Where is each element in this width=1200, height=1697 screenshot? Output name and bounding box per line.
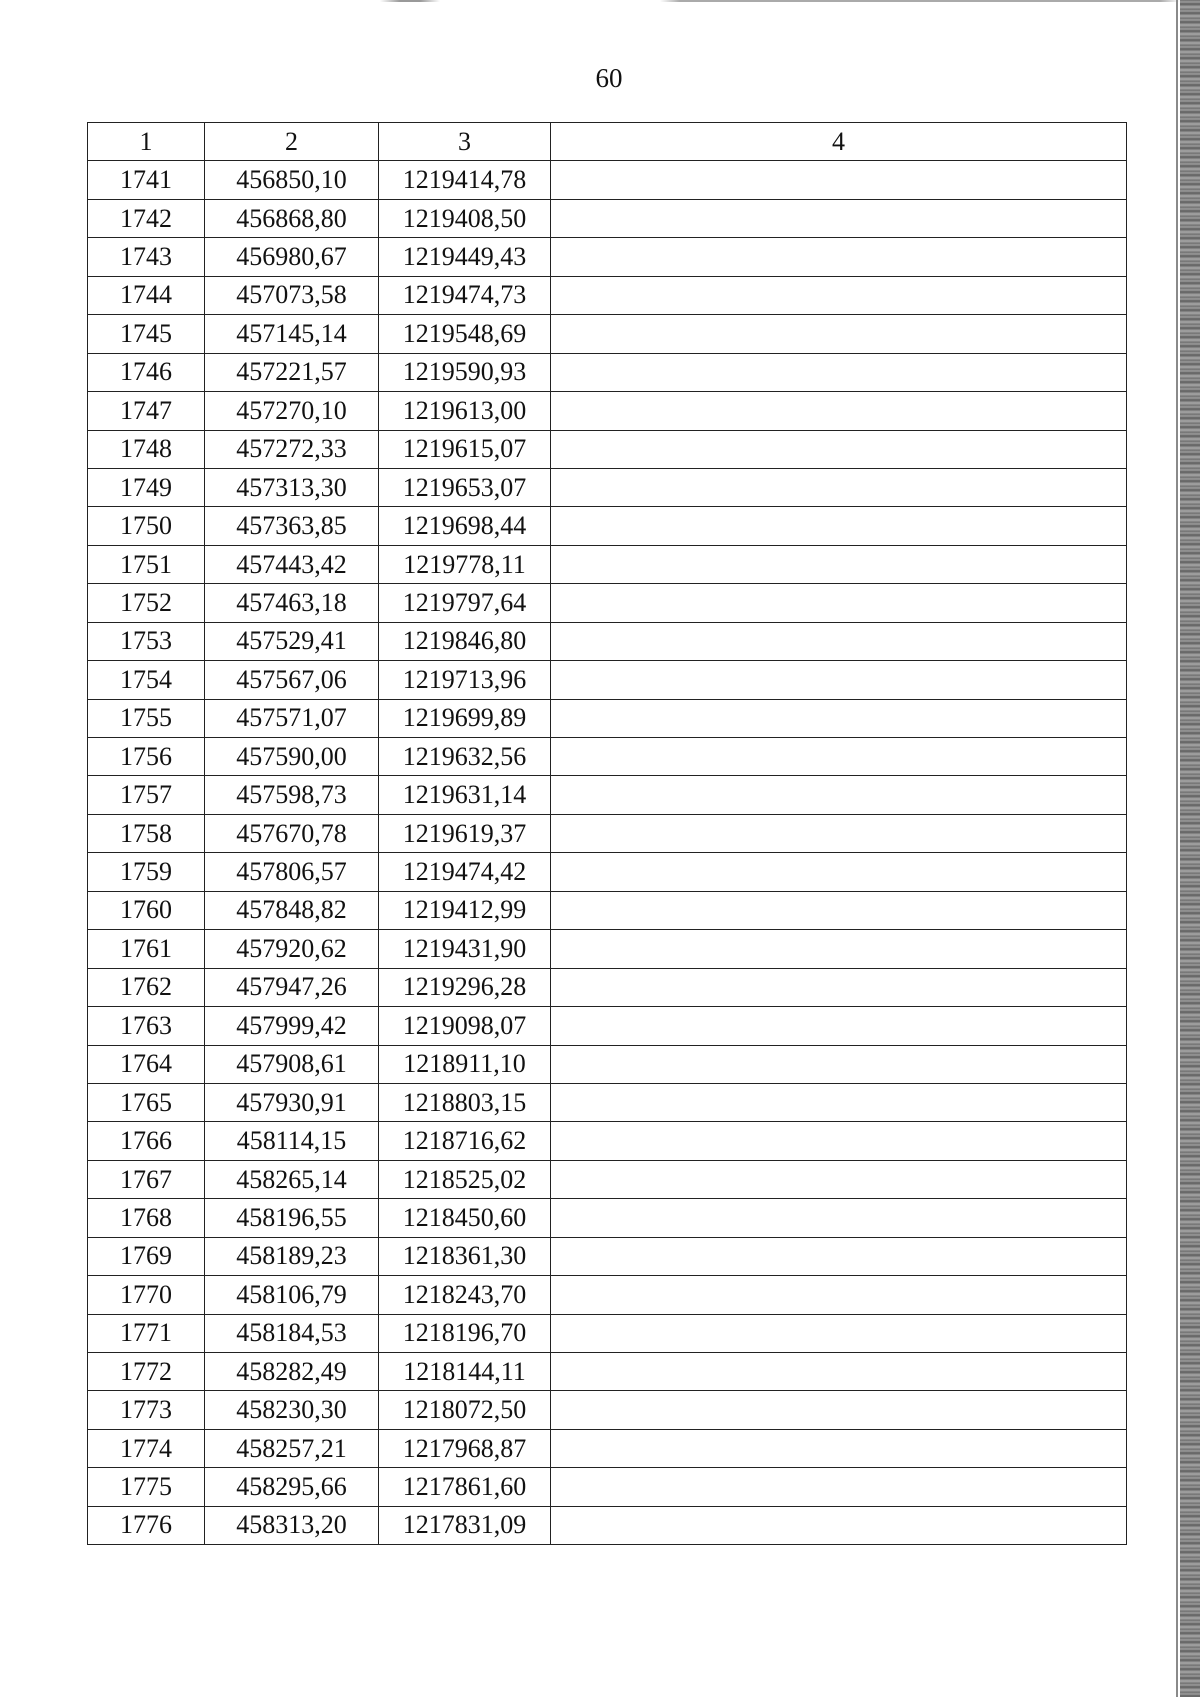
y-coordinate-cell: 1218911,10 [379,1045,551,1083]
note-cell [551,853,1127,891]
x-coordinate-cell: 458189,23 [205,1237,379,1275]
point-number-cell: 1753 [88,622,205,660]
y-coordinate-cell: 1218196,70 [379,1314,551,1352]
y-coordinate-cell: 1219615,07 [379,430,551,468]
x-coordinate-cell: 458196,55 [205,1199,379,1237]
point-number-cell: 1755 [88,699,205,737]
table-row [88,1314,1127,1352]
note-cell [551,1353,1127,1391]
x-coordinate-cell: 458257,21 [205,1429,379,1467]
note-cell [551,1429,1127,1467]
x-coordinate-cell: 457567,06 [205,661,379,699]
coordinates-table [87,122,1127,1545]
point-number-cell: 1743 [88,238,205,276]
y-coordinate-cell: 1219698,44 [379,507,551,545]
note-cell [551,1314,1127,1352]
point-number-cell: 1775 [88,1468,205,1506]
y-coordinate-cell: 1219613,00 [379,392,551,430]
table-row [88,1007,1127,1045]
x-coordinate-cell: 457947,26 [205,968,379,1006]
x-coordinate-cell: 457999,42 [205,1007,379,1045]
table-row [88,930,1127,968]
x-coordinate-cell: 457313,30 [205,468,379,506]
y-coordinate-cell: 1219619,37 [379,814,551,852]
note-cell [551,776,1127,814]
table-row [88,776,1127,814]
note-cell [551,814,1127,852]
point-number-cell: 1741 [88,161,205,199]
y-coordinate-cell: 1217861,60 [379,1468,551,1506]
x-coordinate-cell: 457443,42 [205,545,379,583]
y-coordinate-cell: 1219408,50 [379,199,551,237]
x-coordinate-cell: 457463,18 [205,584,379,622]
note-cell [551,930,1127,968]
y-coordinate-cell: 1219778,11 [379,545,551,583]
table-row [88,1353,1127,1391]
note-cell [551,661,1127,699]
note-cell [551,199,1127,237]
point-number-cell: 1757 [88,776,205,814]
x-coordinate-cell: 458230,30 [205,1391,379,1429]
x-coordinate-cell: 457221,57 [205,353,379,391]
x-coordinate-cell: 458265,14 [205,1160,379,1198]
note-cell [551,1199,1127,1237]
point-number-cell: 1742 [88,199,205,237]
point-number-cell: 1754 [88,661,205,699]
table-row [88,891,1127,929]
x-coordinate-cell: 457930,91 [205,1083,379,1121]
point-number-cell: 1750 [88,507,205,545]
y-coordinate-cell: 1218803,15 [379,1083,551,1121]
table-row [88,1199,1127,1237]
note-cell [551,507,1127,545]
table-row [88,353,1127,391]
point-number-cell: 1763 [88,1007,205,1045]
x-coordinate-cell: 457806,57 [205,853,379,891]
table-row [88,545,1127,583]
table-row [88,699,1127,737]
table-row [88,1045,1127,1083]
scan-top-artifact [380,0,1180,2]
point-number-cell: 1776 [88,1506,205,1544]
note-cell [551,545,1127,583]
y-coordinate-cell: 1219098,07 [379,1007,551,1045]
x-coordinate-cell: 458184,53 [205,1314,379,1352]
point-number-cell: 1770 [88,1276,205,1314]
x-coordinate-cell: 456980,67 [205,238,379,276]
column-header-2: 2 [205,123,379,161]
note-cell [551,891,1127,929]
x-coordinate-cell: 457598,73 [205,776,379,814]
x-coordinate-cell: 458106,79 [205,1276,379,1314]
point-number-cell: 1771 [88,1314,205,1352]
table-row [88,622,1127,660]
table-row [88,1160,1127,1198]
point-number-cell: 1751 [88,545,205,583]
x-coordinate-cell: 456850,10 [205,161,379,199]
table-row [88,1122,1127,1160]
point-number-cell: 1745 [88,315,205,353]
table-row [88,738,1127,776]
column-header-4: 4 [551,123,1127,161]
point-number-cell: 1748 [88,430,205,468]
x-coordinate-cell: 457848,82 [205,891,379,929]
x-coordinate-cell: 457073,58 [205,276,379,314]
table-row [88,430,1127,468]
column-header-3: 3 [379,123,551,161]
table-row [88,276,1127,314]
note-cell [551,238,1127,276]
point-number-cell: 1759 [88,853,205,891]
table-row [88,853,1127,891]
y-coordinate-cell: 1219699,89 [379,699,551,737]
note-cell [551,584,1127,622]
note-cell [551,968,1127,1006]
note-cell [551,1122,1127,1160]
y-coordinate-cell: 1218144,11 [379,1353,551,1391]
y-coordinate-cell: 1218716,62 [379,1122,551,1160]
table-body [88,161,1127,1545]
point-number-cell: 1764 [88,1045,205,1083]
y-coordinate-cell: 1219713,96 [379,661,551,699]
point-number-cell: 1744 [88,276,205,314]
point-number-cell: 1746 [88,353,205,391]
y-coordinate-cell: 1218243,70 [379,1276,551,1314]
point-number-cell: 1773 [88,1391,205,1429]
page-number: 60 [595,63,623,93]
note-cell [551,738,1127,776]
table-row [88,1083,1127,1121]
table-row [88,968,1127,1006]
table-row [88,1276,1127,1314]
y-coordinate-cell: 1217968,87 [379,1429,551,1467]
y-coordinate-cell: 1219296,28 [379,968,551,1006]
y-coordinate-cell: 1218072,50 [379,1391,551,1429]
note-cell [551,1276,1127,1314]
table-row [88,468,1127,506]
note-cell [551,161,1127,199]
table-row [88,1429,1127,1467]
table-row [88,1506,1127,1544]
column-header-1: 1 [88,123,205,161]
x-coordinate-cell: 458282,49 [205,1353,379,1391]
x-coordinate-cell: 456868,80 [205,199,379,237]
x-coordinate-cell: 457670,78 [205,814,379,852]
table-row [88,507,1127,545]
table-row [88,1468,1127,1506]
note-cell [551,622,1127,660]
y-coordinate-cell: 1219474,73 [379,276,551,314]
point-number-cell: 1747 [88,392,205,430]
table-row [88,1237,1127,1275]
note-cell [551,1237,1127,1275]
note-cell [551,1468,1127,1506]
y-coordinate-cell: 1219431,90 [379,930,551,968]
point-number-cell: 1758 [88,814,205,852]
x-coordinate-cell: 457571,07 [205,699,379,737]
note-cell [551,1391,1127,1429]
table-row [88,238,1127,276]
note-cell [551,430,1127,468]
note-cell [551,315,1127,353]
table-row [88,661,1127,699]
x-coordinate-cell: 457590,00 [205,738,379,776]
point-number-cell: 1769 [88,1237,205,1275]
note-cell [551,1160,1127,1198]
note-cell [551,1506,1127,1544]
y-coordinate-cell: 1219797,64 [379,584,551,622]
point-number-cell: 1749 [88,468,205,506]
table-row [88,161,1127,199]
point-number-cell: 1762 [88,968,205,1006]
table-row [88,199,1127,237]
table-row [88,584,1127,622]
y-coordinate-cell: 1219412,99 [379,891,551,929]
table-row [88,1391,1127,1429]
note-cell [551,392,1127,430]
x-coordinate-cell: 457920,62 [205,930,379,968]
table-row [88,814,1127,852]
table-row [88,392,1127,430]
x-coordinate-cell: 457908,61 [205,1045,379,1083]
y-coordinate-cell: 1219414,78 [379,161,551,199]
y-coordinate-cell: 1218361,30 [379,1237,551,1275]
x-coordinate-cell: 457270,10 [205,392,379,430]
note-cell [551,276,1127,314]
note-cell [551,353,1127,391]
x-coordinate-cell: 457272,33 [205,430,379,468]
point-number-cell: 1760 [88,891,205,929]
y-coordinate-cell: 1219548,69 [379,315,551,353]
point-number-cell: 1774 [88,1429,205,1467]
note-cell [551,468,1127,506]
y-coordinate-cell: 1219846,80 [379,622,551,660]
note-cell [551,1007,1127,1045]
scan-edge-line [1176,0,1178,1697]
note-cell [551,1083,1127,1121]
y-coordinate-cell: 1218525,02 [379,1160,551,1198]
x-coordinate-cell: 457363,85 [205,507,379,545]
x-coordinate-cell: 458295,66 [205,1468,379,1506]
coordinates-table-container [87,122,1126,1545]
y-coordinate-cell: 1219631,14 [379,776,551,814]
x-coordinate-cell: 458313,20 [205,1506,379,1544]
x-coordinate-cell: 457145,14 [205,315,379,353]
note-cell [551,1045,1127,1083]
point-number-cell: 1772 [88,1353,205,1391]
scan-edge-strip [1180,0,1200,1697]
point-number-cell: 1765 [88,1083,205,1121]
y-coordinate-cell: 1218450,60 [379,1199,551,1237]
y-coordinate-cell: 1219632,56 [379,738,551,776]
point-number-cell: 1768 [88,1199,205,1237]
point-number-cell: 1766 [88,1122,205,1160]
table-row [88,315,1127,353]
note-cell [551,699,1127,737]
y-coordinate-cell: 1219653,07 [379,468,551,506]
x-coordinate-cell: 457529,41 [205,622,379,660]
y-coordinate-cell: 1219590,93 [379,353,551,391]
y-coordinate-cell: 1217831,09 [379,1506,551,1544]
y-coordinate-cell: 1219474,42 [379,853,551,891]
point-number-cell: 1752 [88,584,205,622]
point-number-cell: 1761 [88,930,205,968]
table-header-row [88,123,1127,161]
point-number-cell: 1767 [88,1160,205,1198]
point-number-cell: 1756 [88,738,205,776]
x-coordinate-cell: 458114,15 [205,1122,379,1160]
y-coordinate-cell: 1219449,43 [379,238,551,276]
